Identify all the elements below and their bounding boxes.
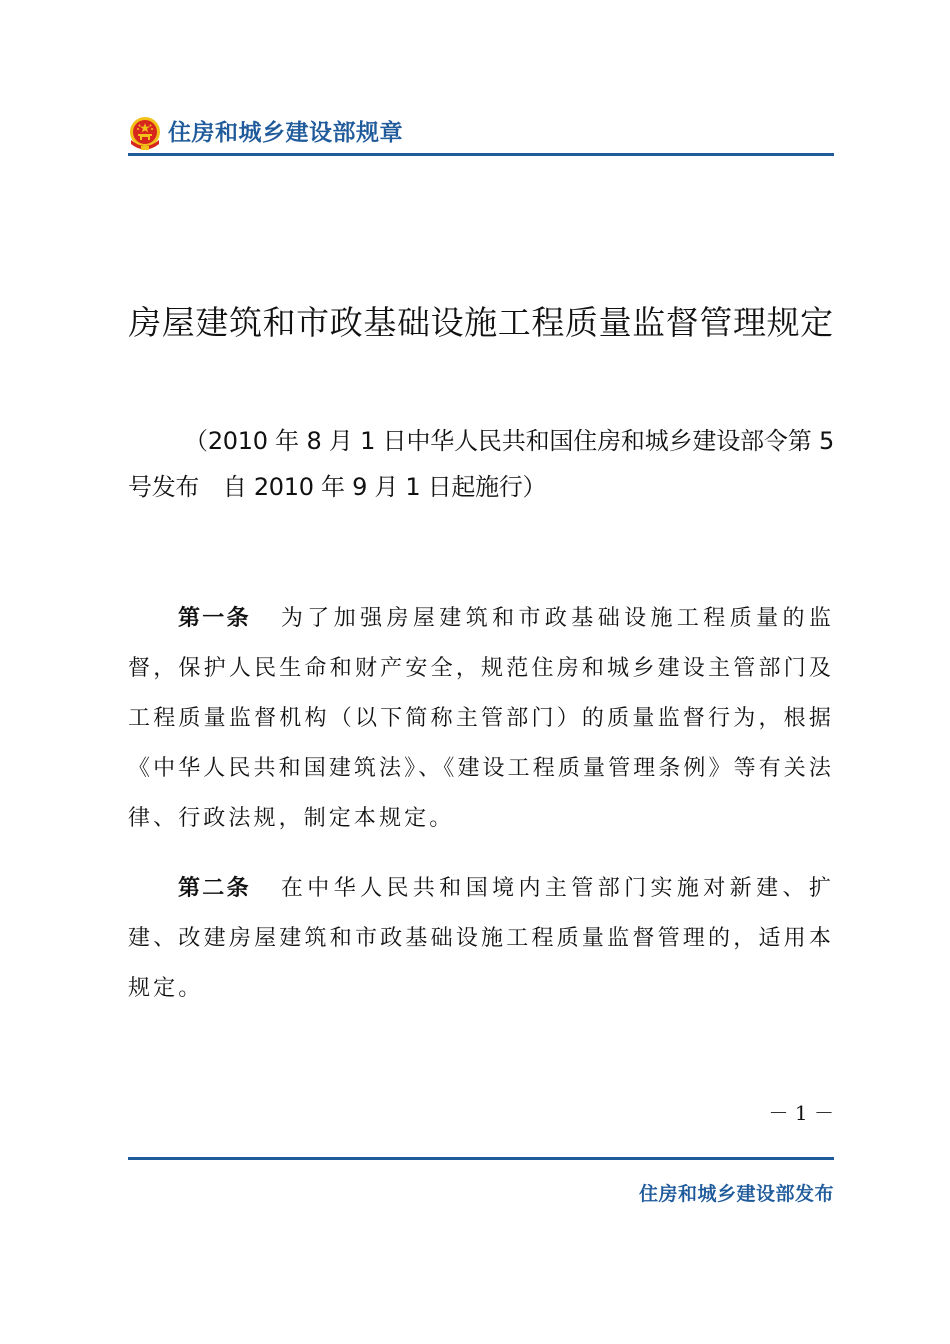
article-2-label: 第二条 bbox=[178, 876, 251, 901]
footer-publisher: 住房和城乡建设部发布 bbox=[638, 1183, 834, 1205]
article-1-text: 为了加强房屋建筑和市政基础设施工程质量的监督，保护人民生命和财产安全，规范住房和城乡建设主管部门及工程质量监督机构（以下简称主管部门）的质量监督行为，根据《中华人民共和国建筑法》、《建设工程质量管理条例》等有关法律、行政法规，制定本规定。 bbox=[128, 606, 834, 831]
header-rule bbox=[128, 153, 834, 156]
document-title: 房屋建筑和市政基础设施工程质量监督管理规定 bbox=[128, 303, 834, 342]
header-title: 住房和城乡建设部规章 bbox=[168, 120, 403, 146]
page-header bbox=[128, 114, 834, 156]
article-1-label: 第一条 bbox=[178, 606, 251, 631]
article-2 bbox=[128, 864, 834, 1014]
article-1 bbox=[128, 594, 834, 844]
footer-rule bbox=[128, 1157, 834, 1160]
article-2-text: 在中华人民共和国境内主管部门实施对新建、扩建、改建房屋建筑和市政基础设施工程质量监督管理的，适用本规定。 bbox=[128, 876, 834, 1001]
page-number: － 1 － bbox=[768, 1101, 834, 1125]
document-subtitle: （2010 年 8 月 1 日中华人民共和国住房和城乡建设部令第 5 号发布 自 2010 年 9 月 1 日起施行） bbox=[128, 427, 834, 501]
national-emblem-icon bbox=[128, 116, 162, 152]
